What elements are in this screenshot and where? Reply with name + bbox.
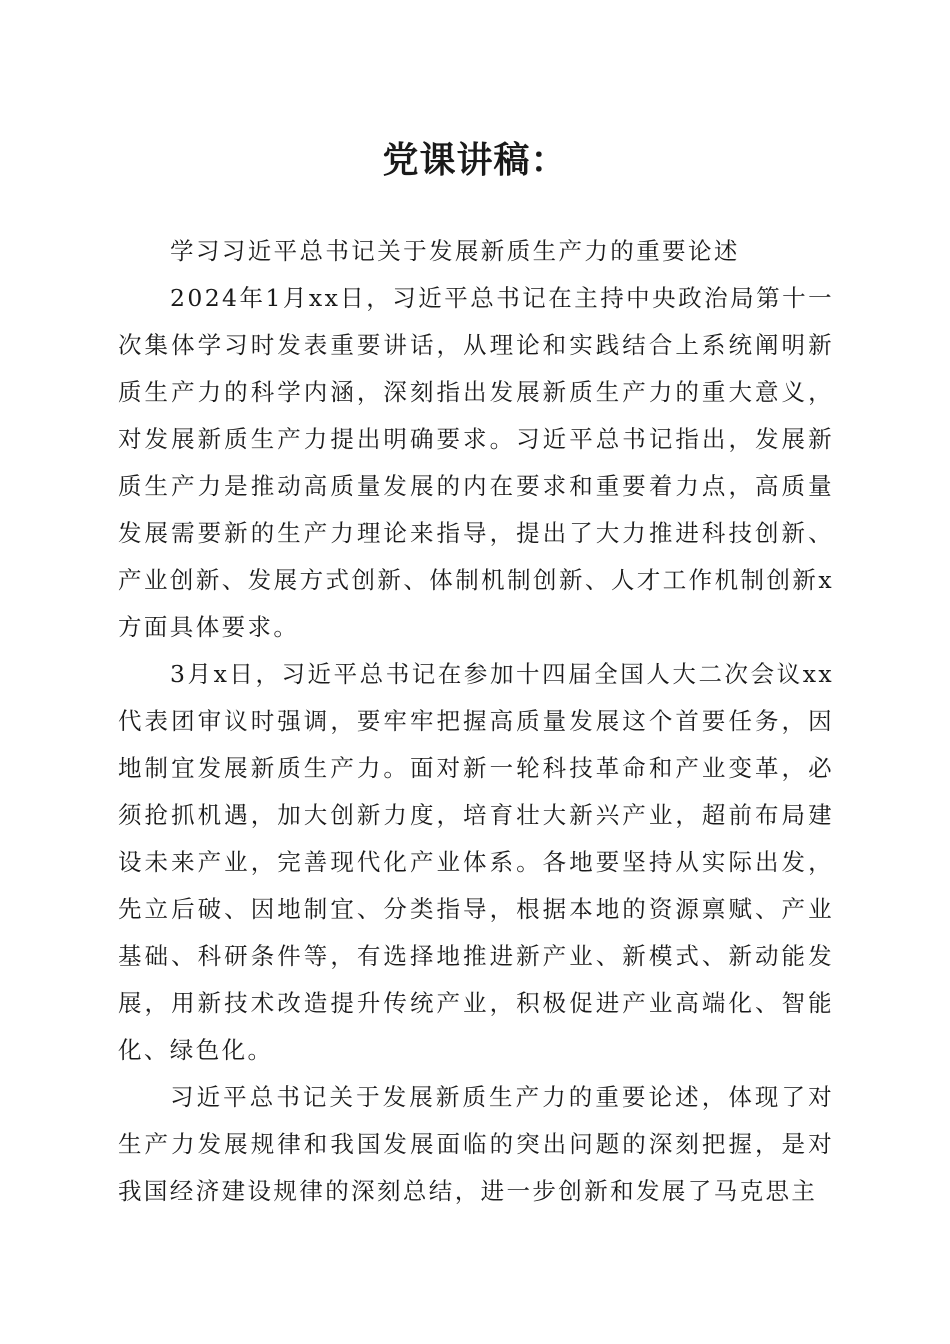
paragraph-3: 习近平总书记关于发展新质生产力的重要论述，体现了对生产力发展规律和我国发展面临的突出问题的深刻把握，是对我国经济建设规律的深刻总结，进一步创新和发展了马克思主 (118, 1083, 834, 1205)
document-body (118, 228, 834, 1215)
document-title: 党课讲稿： (382, 139, 568, 181)
paragraph-2: 3月x日，习近平总书记在参加十四届全国人大二次会议xx代表团审议时强调，要牢牢把握高质量发展这个首要任务，因地制宜发展新质生产力。面对新一轮科技革命和产业变革，必须抢抓机遇，加大创新力度，培育壮大新兴产业，超前布局建设未来产业，完善现代化产业体系。各地要坚持从实际出发，先立后破、因地制宜、分类指导，根据本地的资源禀赋、产业基础、科研条件等，有选择地推进新产业、新模式、新动能发展，用新技术改造提升传统产业，积极促进产业高端化、智能化、绿色化。 (118, 660, 834, 1064)
paragraph-1: 2024年1月xx日，习近平总书记在主持中央政治局第十一次集体学习时发表重要讲话，从理论和实践结合上系统阐明新质生产力的科学内涵，深刻指出发展新质生产力的重大意义，对发展新质生产力提出明确要求。习近平总书记指出，发展新质生产力是推动高质量发展的内在要求和重要着力点，高质量发展需要新的生产力理论来指导，提出了大力推进科技创新、产业创新、发展方式创新、体制机制创新、人才工作机制创新x方面具体要求。 (118, 284, 834, 641)
document-subtitle: 学习习近平总书记关于发展新质生产力的重要论述 (170, 237, 740, 265)
